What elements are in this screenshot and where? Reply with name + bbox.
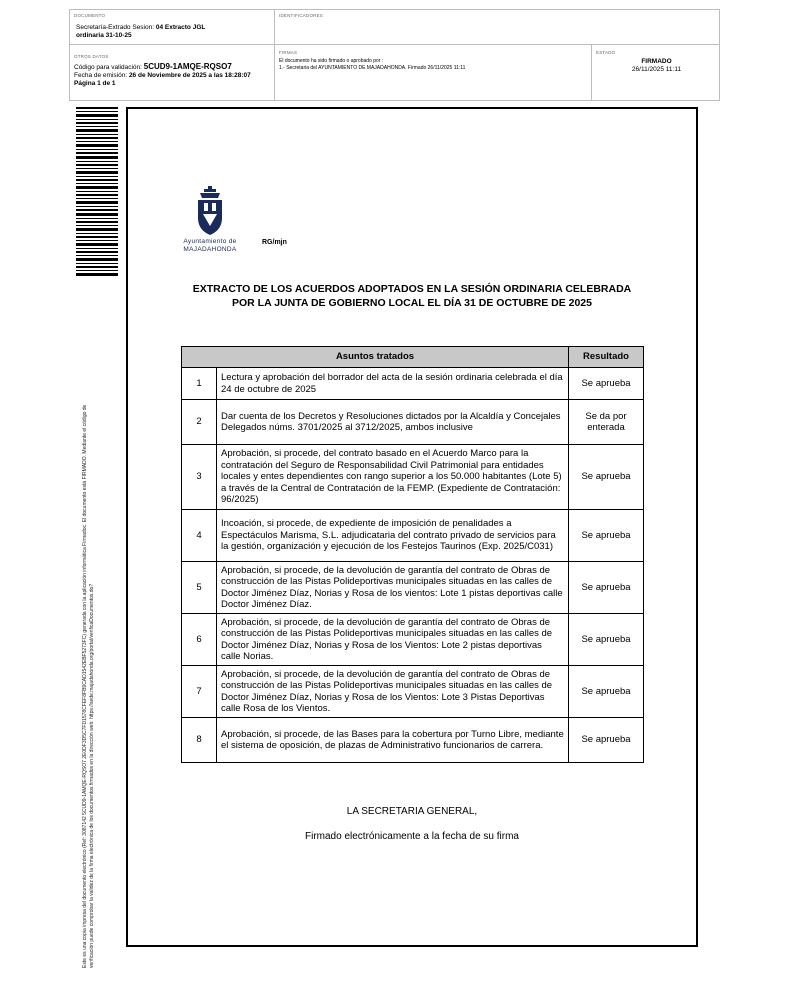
row-resultado: Se aprueba	[569, 510, 644, 562]
header-documento-cell	[69, 9, 275, 45]
side-text-line1: Este es una copia impresa del documento electrónico (Ref: 3087142 5CUD9-1AMQE-RQSO7 2E0DF3D5C7FD1578CFEF8FB9CAD1542EBF5273FC) generada con la aplicación informática Firmadoc. El documento está FIRMADO. Mediante el código de	[82, 404, 88, 968]
header-resultado: Resultado	[569, 347, 644, 368]
row-asunto: Aprobación, si procede, del contrato basado en el Acuerdo Marco para la contratación del Seguro de Responsabilidad Civil Patrimonial para entidades locales y entes dependientes con rango superior a los 50.000 habitantes (Lote 5) a través de la Central de Contratación de la FEMP. (Expediente de Contratación: 96/2025)	[217, 445, 569, 510]
row-asunto: Aprobación, si procede, de la devolución de garantía del contrato de Obras de construcción de las Pistas Polideportivas municipales situadas en las calles de Doctor Jiménez Díaz, Norias y Rosa de los Vientos: Lote 2 pistas deportivas calle Norias.	[217, 614, 569, 666]
row-number: 2	[182, 400, 217, 445]
row-resultado: Se da por enterada	[569, 400, 644, 445]
reference-code: RG/mjn	[262, 239, 287, 246]
firmas-line2: 1.- Secretaria del AYUNTAMIENTO DE MAJADAHONDA. Firmado 26/11/2025 11:11	[279, 65, 466, 71]
row-asunto: Aprobación, si procede, de las Bases para la cobertura por Turno Libre, mediante el sistema de oposición, de plazas de Administrativo funcionarios de carrera.	[217, 718, 569, 763]
row-resultado: Se aprueba	[569, 445, 644, 510]
row-number: 7	[182, 666, 217, 718]
header-firmas-cell	[274, 44, 592, 101]
identificadores-caption: IDENTIFICADORES	[279, 13, 324, 18]
row-resultado: Se aprueba	[569, 368, 644, 400]
document-title	[126, 282, 698, 310]
barcode	[76, 107, 118, 277]
table-row	[182, 562, 644, 614]
estado-status: FIRMADO	[641, 58, 672, 65]
estado-caption: ESTADO	[596, 50, 616, 55]
row-resultado: Se aprueba	[569, 614, 644, 666]
row-number: 6	[182, 614, 217, 666]
row-asunto: Aprobación, si procede, de la devolución de garantía del contrato de Obras de construcción de las Pistas Polideportivas municipales situadas en las calles de Doctor Jiménez Díaz, Norias y Rosa de los vientos: Lote 1 pistas deportivas calle Doctor Jiménez Díaz.	[217, 562, 569, 614]
verification-side-text	[82, 288, 95, 968]
row-number: 8	[182, 718, 217, 763]
row-number: 3	[182, 445, 217, 510]
row-number: 5	[182, 562, 217, 614]
table-header-row	[182, 347, 644, 368]
logo-line1: Ayuntamiento de	[183, 238, 237, 245]
coat-of-arms-icon	[194, 186, 226, 236]
logo-line2: MAJADAHONDA	[183, 246, 237, 253]
header-asuntos: Asuntos tratados	[182, 347, 569, 368]
row-asunto: Lectura y aprobación del borrador del acta de la sesión ordinaria celebrada el día 24 de octubre de 2025	[217, 368, 569, 400]
agenda-table	[181, 346, 644, 763]
firmas-line1: El documento ha sido firmado o aprobado por :	[279, 58, 384, 64]
row-asunto: Incoación, si procede, de expediente de imposición de penalidades a Espectáculos Marisma, S.L. adjudicataria del contrato privado de servicios para la gestión, organización y ejecución de los Festejos Taurinos (Exp. 2025/C031)	[217, 510, 569, 562]
fecha-emision: 26 de Noviembre de 2025 a las 18:28:07	[128, 72, 251, 79]
table-row	[182, 614, 644, 666]
table-row	[182, 510, 644, 562]
codigo-validacion: 5CUD9-1AMQE-RQSO7	[143, 62, 232, 71]
header-otros-datos-cell	[69, 44, 275, 101]
row-resultado: Se aprueba	[569, 562, 644, 614]
row-resultado: Se aprueba	[569, 666, 644, 718]
table-row	[182, 368, 644, 400]
table-row	[182, 400, 644, 445]
title-line2: POR LA JUNTA DE GOBIERNO LOCAL EL DÍA 31 DE OCTUBRE DE 2025	[232, 297, 592, 309]
firmas-caption: FIRMAS	[279, 50, 298, 55]
signer-title: LA SECRETARIA GENERAL,	[346, 806, 478, 817]
row-resultado: Se aprueba	[569, 718, 644, 763]
fecha-label: Fecha de emisión:	[74, 72, 128, 79]
title-line1: EXTRACTO DE LOS ACUERDOS ADOPTADOS EN LA SESIÓN ORDINARIA CELEBRADA	[192, 283, 632, 295]
signature-note: Firmado electrónicamente a la fecha de su firma	[305, 831, 519, 842]
documento-prefix: Secretaría-Extrado Sesion:	[76, 24, 155, 31]
documento-title-line2: ordinaria 31-10-25	[76, 32, 132, 39]
row-asunto: Aprobación, si procede, de la devolución de garantía del contrato de Obras de construcción de las Pistas Polideportivas municipales situadas en las calles de Doctor Jiménez Díaz, Norias y Rosa de los Vientos: Lote 3 Pistas Deportivas calle Rosa de los Vientos.	[217, 666, 569, 718]
codigo-label: Código para validación:	[74, 64, 142, 71]
header-estado-cell	[591, 44, 720, 101]
logo-text	[172, 238, 248, 254]
otros-datos-caption: OTROS DATOS	[74, 54, 109, 59]
row-number: 4	[182, 510, 217, 562]
documento-caption: DOCUMENTO	[74, 13, 106, 18]
row-asunto: Dar cuenta de los Decretos y Resoluciones dictados por la Alcaldía y Concejales Delegados núms. 3701/2025 al 3712/2025, ambos inclusive	[217, 400, 569, 445]
header-identificadores-cell	[274, 9, 720, 45]
table-row	[182, 445, 644, 510]
side-text-line2: verificación puede comprobar la validez de la firma electrónica de los documentos firmados en la dirección web: https://sede.majadahonda.org/portal/verificaDocumentos.do?	[88, 583, 95, 968]
pagina: Página 1 de 1	[74, 80, 116, 87]
documento-title: 04 Extracto JGL	[155, 24, 206, 31]
table-row	[182, 666, 644, 718]
row-number: 1	[182, 368, 217, 400]
table-row	[182, 718, 644, 763]
estado-date: 26/11/2025 11:11	[631, 66, 682, 73]
